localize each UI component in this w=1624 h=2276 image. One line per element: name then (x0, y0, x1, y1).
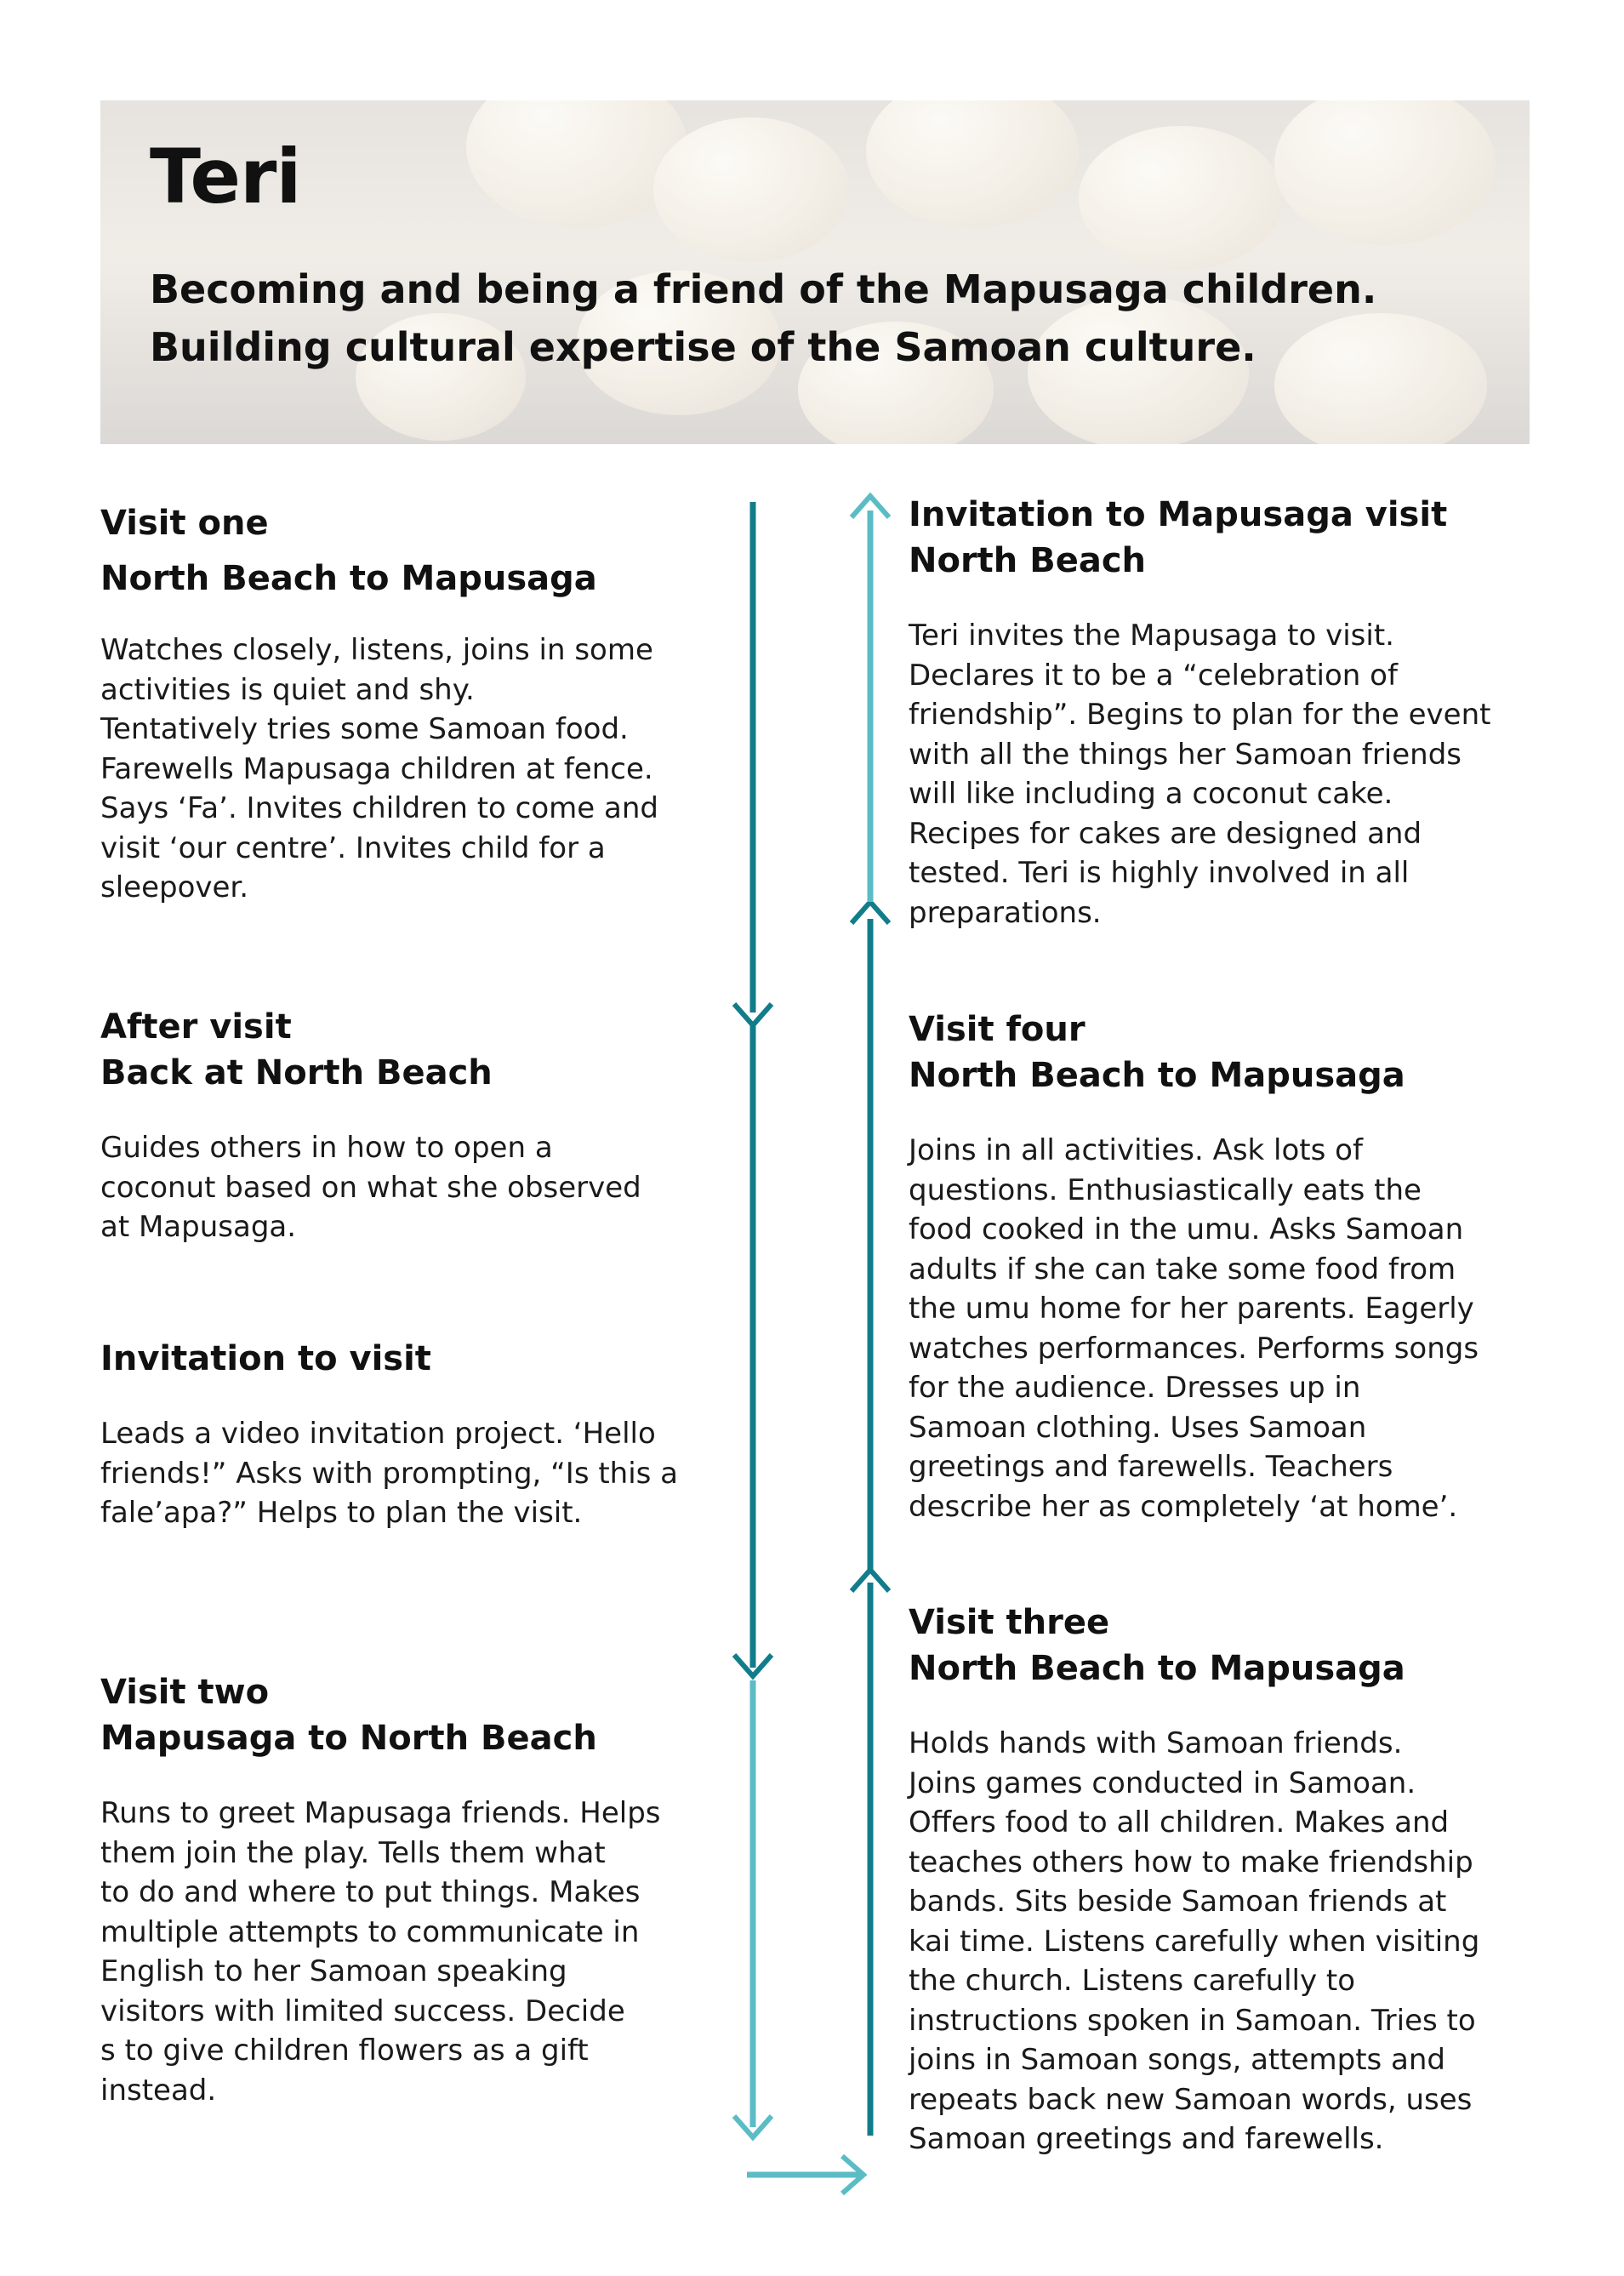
body-line: Samoan greetings and farewells. (909, 2122, 1384, 2156)
body-line: to do and where to put things. Makes (100, 1875, 641, 1909)
visit-two-entry (100, 1669, 730, 2110)
entry-heading-line: North Beach to Mapusaga (909, 1649, 1405, 1688)
body-line: Offers food to all children. Makes and (909, 1805, 1450, 1840)
entry-body (909, 1131, 1538, 1526)
body-line: at Mapusaga. (100, 1210, 297, 1244)
body-line: visit ‘our centre’. Invites child for a (100, 830, 606, 865)
body-line: Leads a video invitation project. ‘Hello (100, 1417, 656, 1451)
entry-heading (100, 500, 730, 602)
body-line: joins in Samoan songs, attempts and (909, 2043, 1446, 2077)
body-line: instructions spoken in Samoan. Tries to (909, 2003, 1476, 2038)
body-line: kai time. Listens carefully when visiting (909, 1924, 1480, 1959)
entry-heading-line: Back at North Beach (100, 1053, 493, 1092)
body-line: Farewells Mapusaga children at fence. (100, 751, 653, 786)
body-line: adults if she can take some food from (909, 1252, 1456, 1286)
body-line: repeats back new Samoan words, uses (909, 2082, 1473, 2117)
body-line: English to her Samoan speaking (100, 1954, 567, 1988)
body-line: Says ‘Fa’. Invites children to come and (100, 791, 658, 825)
subtitle-line: Building cultural expertise of the Samoan culture. (150, 324, 1256, 370)
body-line: the umu home for her parents. Eagerly (909, 1292, 1474, 1326)
invitation-to-visit-entry (100, 1336, 730, 1533)
page-title: Teri (150, 133, 301, 220)
entry-heading-line: North Beach (909, 541, 1147, 580)
entry-heading (909, 1007, 1538, 1098)
entry-heading-line: Invitation to Mapusaga visit (909, 495, 1448, 534)
body-line: them join the play. Tells them what (100, 1835, 606, 1870)
entry-heading (100, 1336, 730, 1382)
visit-four-entry (909, 1007, 1538, 1526)
body-line: s to give children flowers as a gift (100, 2034, 589, 2068)
entry-heading-line: Visit three (909, 1603, 1110, 1642)
body-line: coconut based on what she observed (100, 1170, 641, 1205)
entry-heading (100, 1669, 730, 1761)
body-line: questions. Enthusiastically eats the (909, 1172, 1422, 1207)
body-line: Holds hands with Samoan friends. (909, 1726, 1403, 1760)
visit-three-entry (909, 1600, 1538, 2159)
entry-body (909, 1724, 1538, 2159)
entry-heading (100, 1004, 730, 1096)
body-line: teaches others how to make friendship (909, 1845, 1473, 1880)
entry-body (909, 616, 1538, 933)
body-line: Runs to greet Mapusaga friends. Helps (100, 1796, 661, 1830)
body-line: the church. Listens carefully to (909, 1964, 1356, 1998)
entry-body (100, 1128, 730, 1247)
body-line: fale’apa?” Helps to plan the visit. (100, 1496, 583, 1530)
entry-heading-line: Invitation to visit (100, 1339, 431, 1378)
entry-heading-line: Mapusaga to North Beach (100, 1719, 597, 1758)
body-line: with all the things her Samoan friends (909, 737, 1462, 772)
entry-heading-line: North Beach to Mapusaga (100, 559, 597, 598)
entry-heading (909, 1600, 1538, 1691)
visit-one-entry (100, 500, 730, 908)
entry-heading-line: Visit four (909, 1010, 1086, 1049)
body-line: friendship”. Begins to plan for the event (909, 698, 1491, 732)
body-line: friends!” Asks with prompting, “Is this a (100, 1456, 679, 1491)
entry-heading-line: Visit two (100, 1673, 270, 1712)
entry-heading-line: North Beach to Mapusaga (909, 1056, 1405, 1095)
body-line: tested. Teri is highly involved in all (909, 856, 1410, 890)
body-line: Joins games conducted in Samoan. (909, 1765, 1416, 1800)
subtitle-line: Becoming and being a friend of the Mapusaga children. (150, 266, 1377, 312)
body-line: sleepover. (100, 870, 249, 904)
after-visit-entry (100, 1004, 730, 1247)
body-line: multiple attempts to communicate in (100, 1914, 640, 1949)
entry-body (100, 1794, 730, 2110)
body-line: for the audience. Dresses up in (909, 1371, 1361, 1405)
body-line: Guides others in how to open a (100, 1131, 553, 1165)
invitation-to-mapusaga-entry (909, 492, 1538, 933)
body-line: preparations. (909, 895, 1102, 930)
body-line: watches performances. Performs songs (909, 1331, 1479, 1366)
body-line: Samoan clothing. Uses Samoan (909, 1410, 1367, 1445)
body-line: describe her as completely ‘at home’. (909, 1489, 1458, 1524)
body-line: instead. (100, 2073, 217, 2108)
body-line: activities is quiet and shy. (100, 672, 475, 707)
body-line: Declares it to be a “celebration of (909, 658, 1398, 693)
entry-heading-line: Visit one (100, 504, 269, 543)
body-line: Teri invites the Mapusaga to visit. (909, 619, 1394, 653)
body-line: visitors with limited success. Decide (100, 1994, 625, 2028)
body-line: Watches closely, listens, joins in some (100, 633, 653, 667)
body-line: Joins in all activities. Ask lots of (909, 1133, 1363, 1167)
body-line: greetings and farewells. Teachers (909, 1450, 1393, 1484)
body-line: food cooked in the umu. Asks Samoan (909, 1212, 1464, 1246)
body-line: Tentatively tries some Samoan food. (100, 712, 629, 746)
body-line: will like including a coconut cake. (909, 777, 1393, 811)
entry-body (100, 630, 730, 908)
body-line: Recipes for cakes are designed and (909, 816, 1422, 851)
body-line: bands. Sits beside Samoan friends at (909, 1885, 1447, 1919)
entry-heading (909, 492, 1538, 584)
entry-body (100, 1414, 730, 1533)
entry-heading-line: After visit (100, 1007, 292, 1047)
